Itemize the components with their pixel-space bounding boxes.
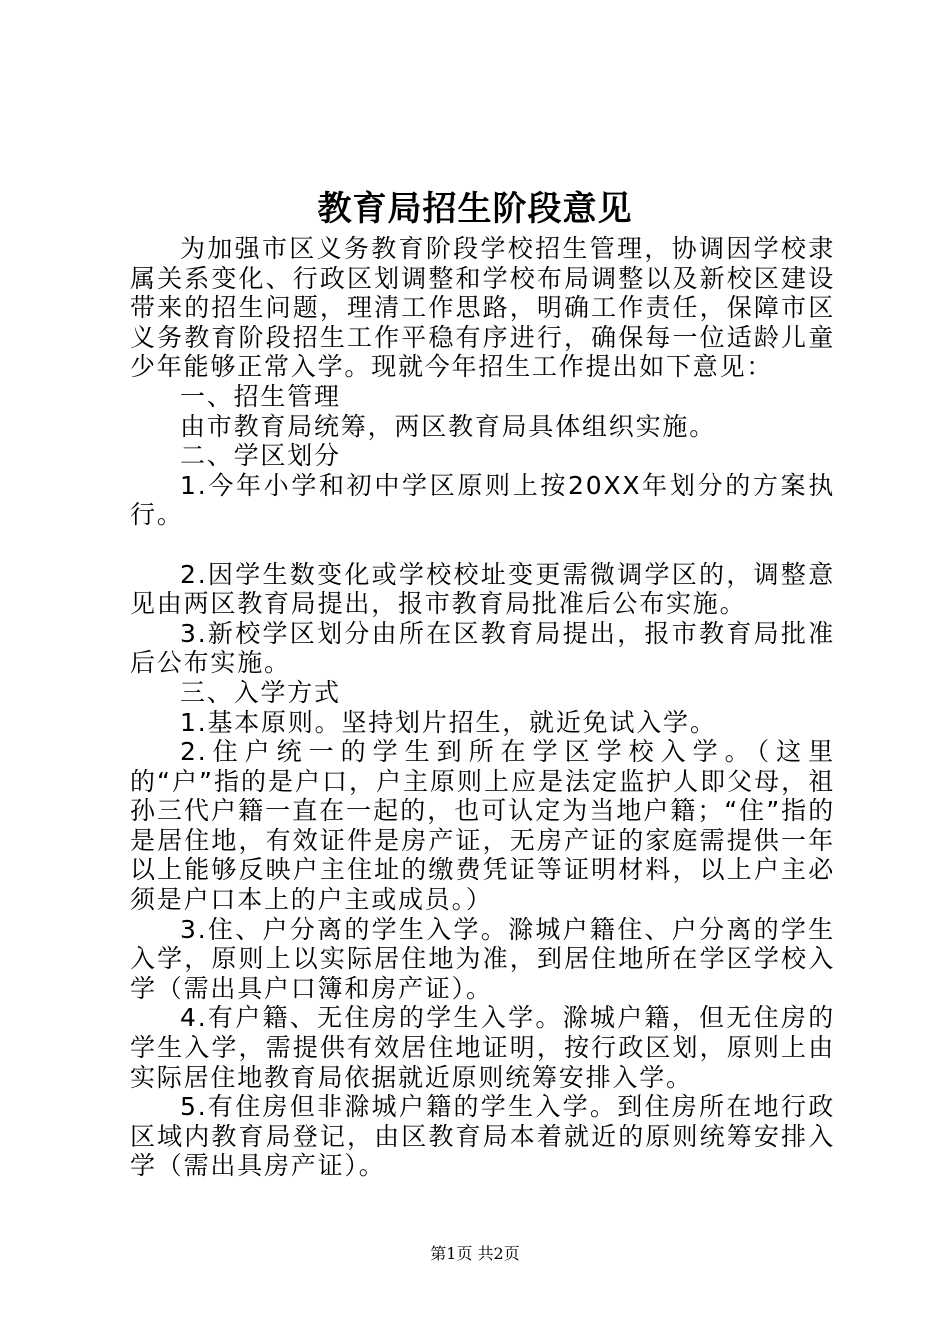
section-heading-admission-method: 三、入学方式 bbox=[180, 677, 341, 707]
paragraph-admission-item-3: 3.住、户分离的学生入学。滁城户籍住、户分离的学生入学，原则上以实际居住地为准，到居住地所在学区学校入学（需出具户口簿和房产证）。 bbox=[130, 914, 835, 1003]
paragraph-admission-item-4: 4.有户籍、无住房的学生入学。滁城户籍，但无住房的学生入学，需提供有效居住地证明，按行政区划，原则上由实际居住地教育局依据就近原则统筹安排入学。 bbox=[130, 1003, 835, 1092]
document-title: 教育局招生阶段意见 bbox=[317, 189, 633, 229]
paragraph-admission-item-2: 2.住户统一的学生到所在学区学校入学。（这里的“户”指的是户口，户主原则上应是法定监护人即父母，祖孙三代户籍一直在一起的，也可认定为当地户籍；“住”指的是居住地，有效证件是房产证，无房产证的家庭需提供一年以上能够反映户主住址的缴费凭证等证明材料，以上户主必须是户口本上的户主或成员。） bbox=[130, 737, 835, 915]
intro-paragraph: 为加强市区义务教育阶段学校招生管理，协调因学校隶属关系变化、行政区划调整和学校布局调整以及新校区建设带来的招生问题，理清工作思路，明确工作责任，保障市区义务教育阶段招生工作平稳有序进行，确保每一位适龄儿童少年能够正常入学。现就今年招生工作提出如下意见： bbox=[130, 234, 835, 382]
page-number-footer: 第1页 共2页 bbox=[430, 1244, 520, 1263]
paragraph-district-item-2: 2.因学生数变化或学校校址变更需微调学区的，调整意见由两区教育局提出，报市教育局批准后公布实施。 bbox=[130, 559, 835, 619]
section-heading-enrollment-management: 一、招生管理 bbox=[180, 381, 341, 411]
section-heading-school-district-division: 二、学区划分 bbox=[180, 441, 341, 471]
paragraph-enrollment-management: 由市教育局统筹，两区教育局具体组织实施。 bbox=[180, 411, 717, 441]
document-body bbox=[130, 234, 835, 1181]
paragraph-district-item-1: 1.今年小学和初中学区原则上按20XX年划分的方案执行。 bbox=[130, 470, 835, 530]
paragraph-admission-item-1: 1.基本原则。坚持划片招生，就近免试入学。 bbox=[180, 707, 717, 737]
paragraph-admission-item-5: 5.有住房但非滁城户籍的学生入学。到住房所在地行政区域内教育局登记，由区教育局本着就近的原则统筹安排入学（需出具房产证）。 bbox=[130, 1092, 835, 1181]
paragraph-district-item-3: 3.新校学区划分由所在区教育局提出，报市教育局批准后公布实施。 bbox=[130, 618, 835, 678]
